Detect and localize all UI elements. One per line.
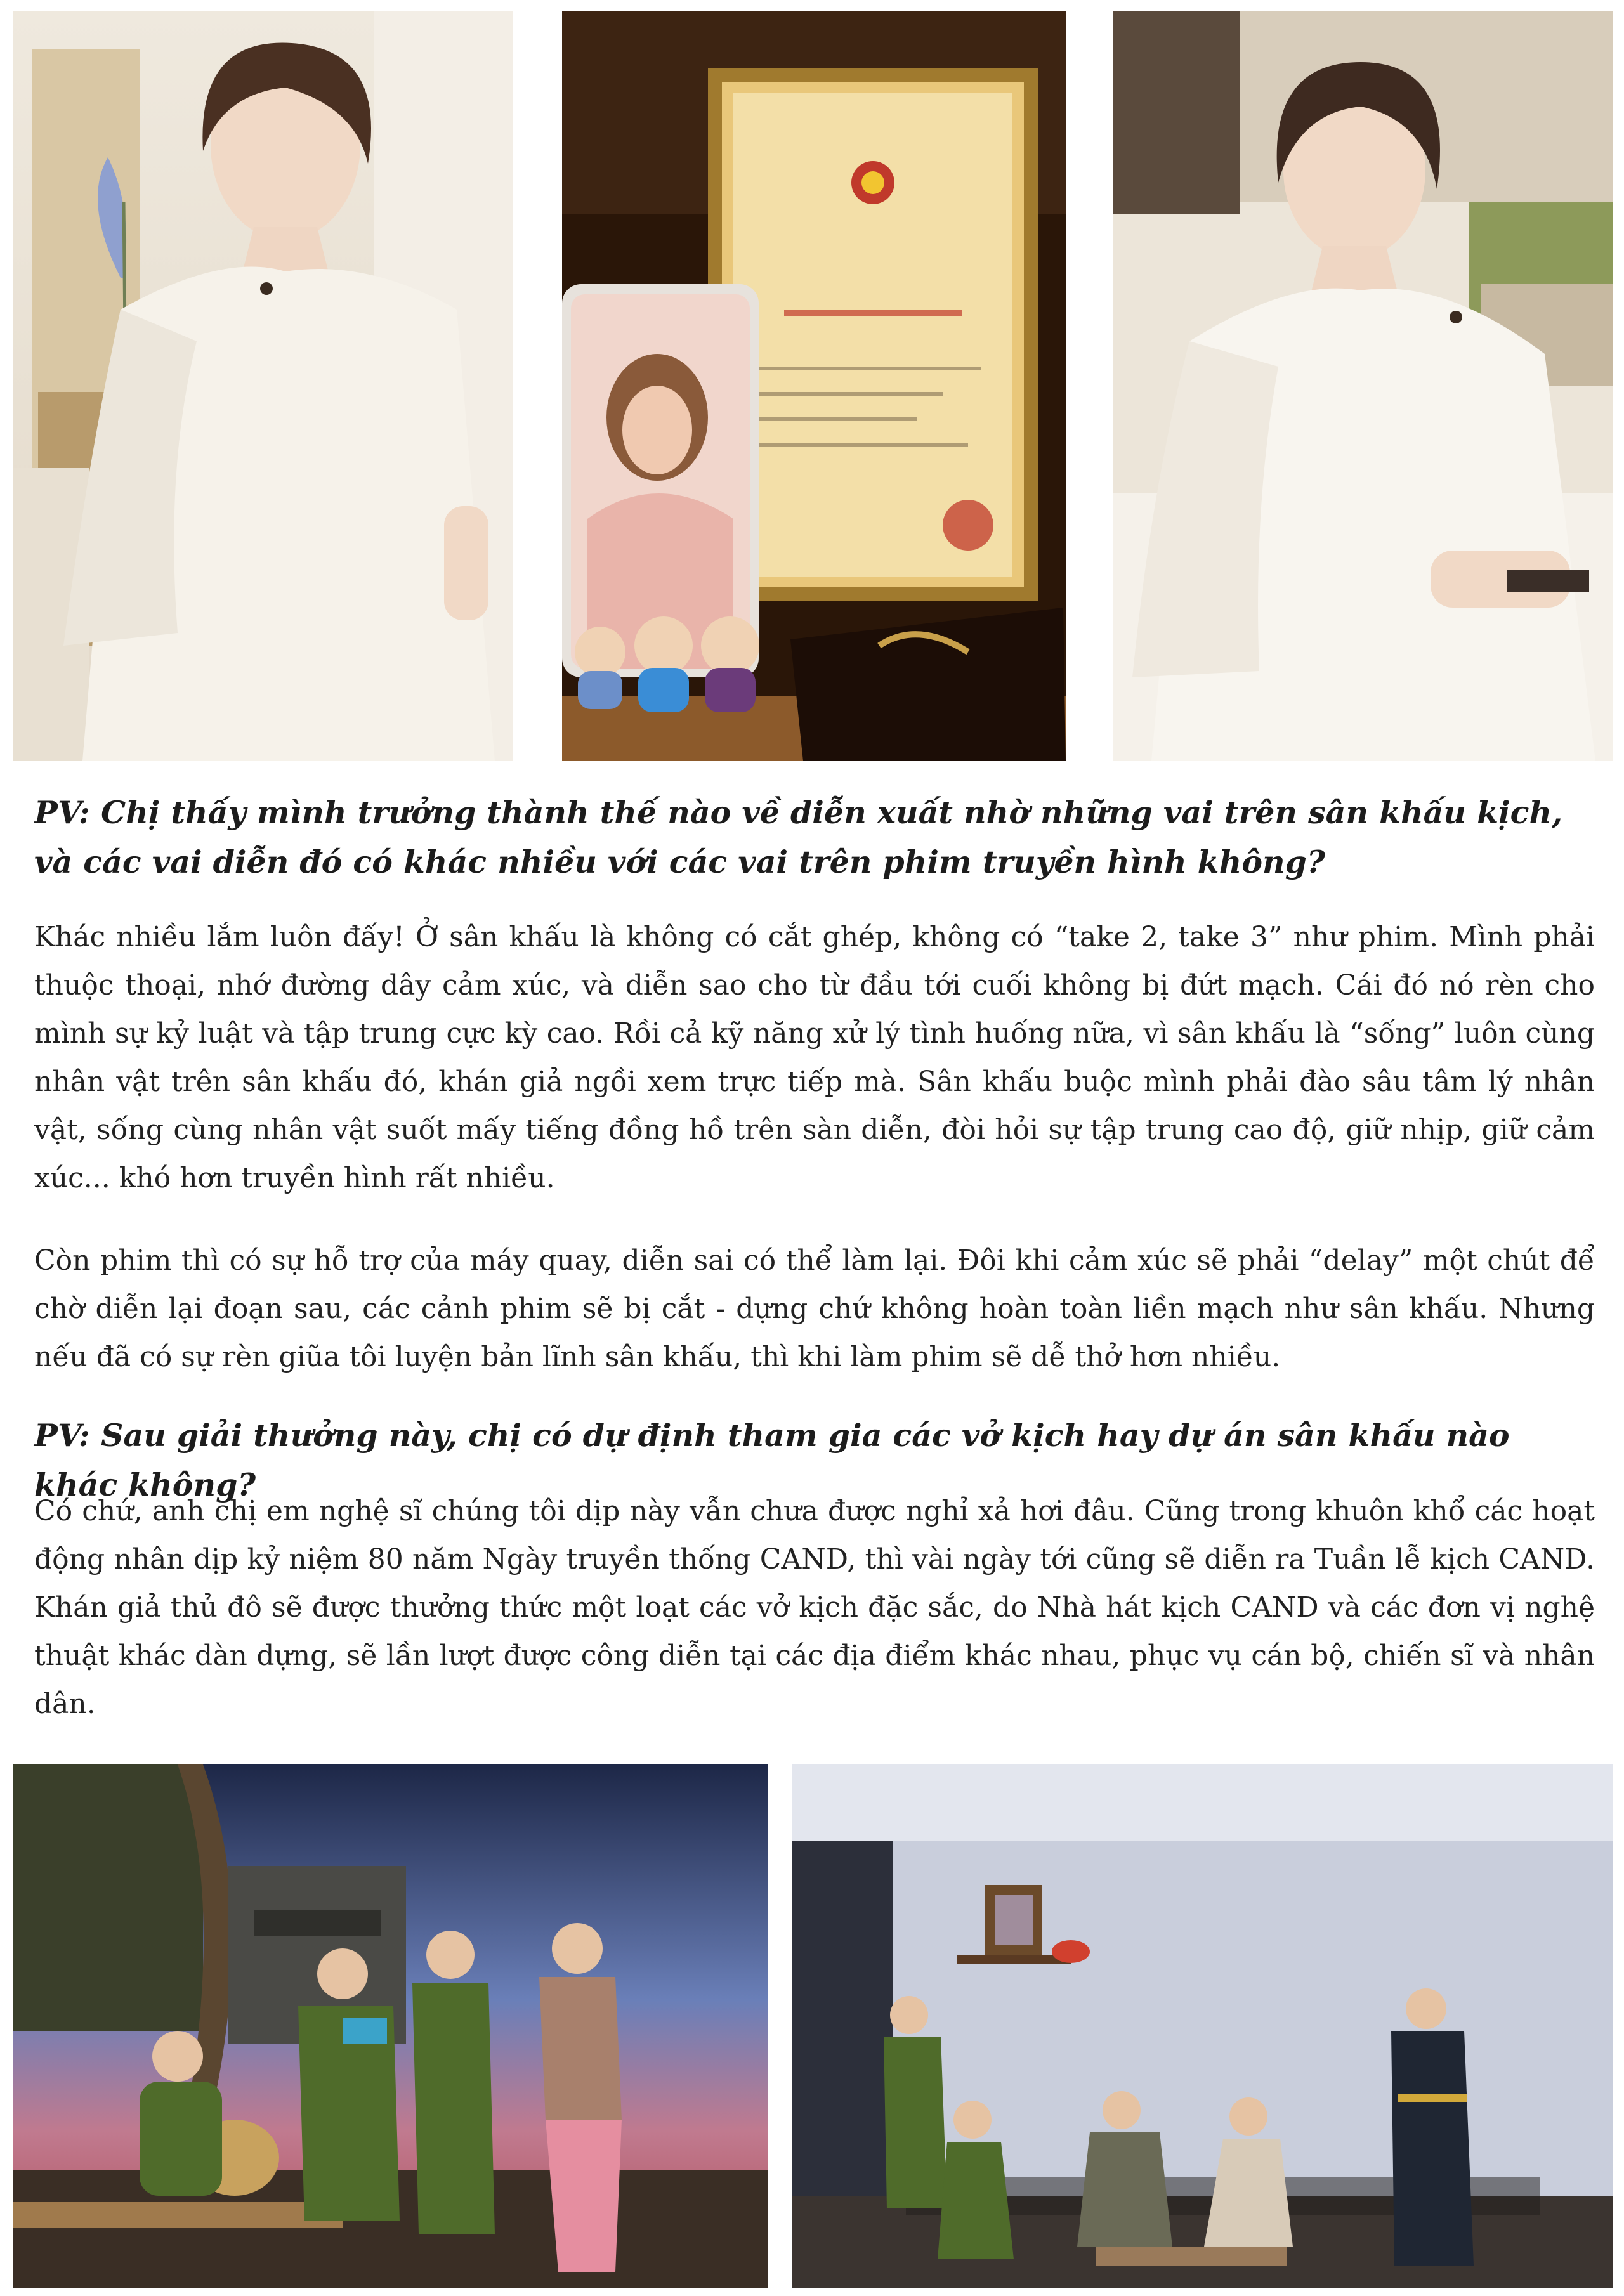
- interview-answer-1a: Khác nhiều lắm luôn đấy! Ở sân khấu là không có cắt ghép, không có “take 2, take 3” như phim. Mình phải thuộc thoại, nhớ đường dây cảm xúc, và diễn sao cho từ đầu tới cuối không bị đứt mạch. Cái đó nó rèn cho mình sự kỷ luật và tập trung cực kỳ cao. Rồi cả kỹ năng xử lý tình huống nữa, vì sân khấu là “sống” luôn cùng nhân vật trên sân khấu đó, khán giả ngồi xem trực tiếp mà. Sân khấu buộc mình phải đào sâu tâm lý nhân vật, sống cùng nhân vật suốt mấy tiếng đồng hồ trên sàn diễn, đòi hỏi sự tập trung cao độ, giữ nhịp, giữ cảm xúc... khó hơn truyền hình rất nhiều.: [34, 921, 1595, 1194]
- photo-stage-scene-police-officers: [13, 1764, 768, 2288]
- photo-gold-medal-certificate: [562, 11, 1066, 761]
- photo-actress-white-dress-seated: [1113, 11, 1613, 761]
- photo-actress-white-dress-left: [13, 11, 513, 761]
- interview-answer-2: Có chứ, anh chị em nghệ sĩ chúng tôi dịp này vẫn chưa được nghỉ xả hơi đâu. Cũng trong khuôn khổ các hoạt động nhân dịp kỷ niệm 80 năm Ngày truyền thống CAND, thì vài ngày tới cũng sẽ diễn ra Tuần lễ kịch CAND. Khán giả thủ đô sẽ được thưởng thức một loạt các vở kịch đặc sắc, do Nhà hát kịch CAND và các đơn vị nghệ thuật khác dàn dựng, sẽ lần lượt được công diễn tại các địa điểm khác nhau, phục vụ cán bộ, chiến sĩ và nhân dân.: [34, 1495, 1595, 1720]
- interview-answer-1b: Còn phim thì có sự hỗ trợ của máy quay, diễn sai có thể làm lại. Đôi khi cảm xúc sẽ phải “delay” một chút để chờ diễn lại đoạn sau, các cảnh phim sẽ bị cắt - dựng chứ không hoàn toàn liền mạch như sân khấu. Nhưng nếu đã có sự rèn giũa tôi luyện bản lĩnh sân khấu, thì khi làm phim sẽ dễ thở hơn nhiều.: [34, 1244, 1595, 1373]
- interview-question-1: PV: Chị thấy mình trưởng thành thế nào về diễn xuất nhờ những vai trên sân khấu kịch, và các vai diễn đó có khác nhiều với các vai trên phim truyền hình không?: [34, 794, 1563, 880]
- interview-question-2: PV: Sau giải thưởng này, chị có dự định tham gia các vở kịch hay dự án sân khấu nào khác không?: [34, 1417, 1510, 1503]
- photo-stage-scene-family: [792, 1764, 1613, 2288]
